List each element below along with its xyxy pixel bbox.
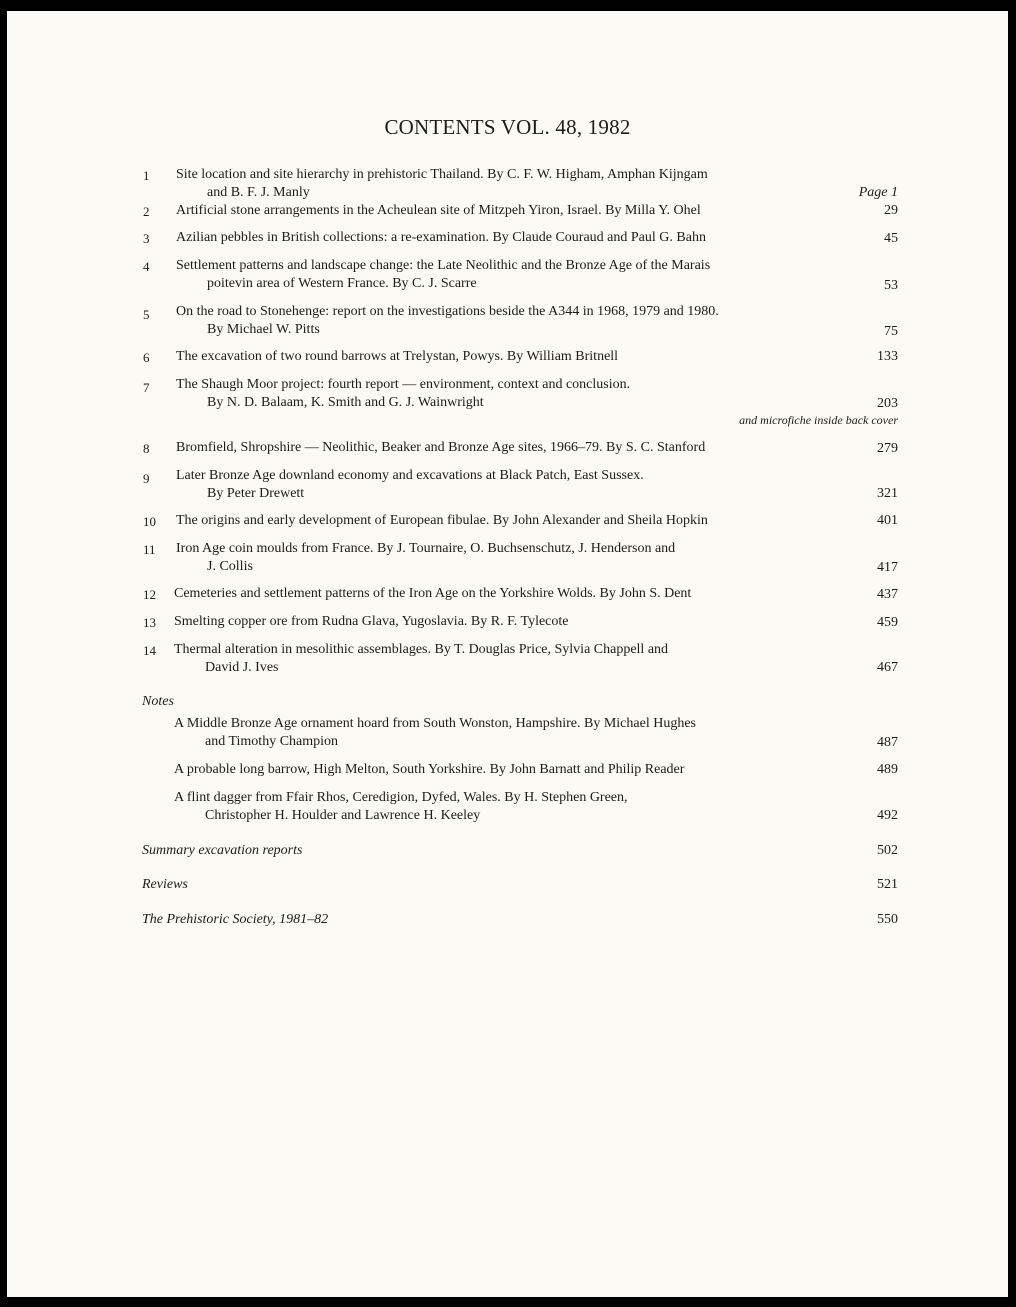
entry-title: The excavation of two round barrows at Trelystan, Powys. By William Britnell	[176, 349, 619, 364]
entry-title-cont: By Peter Drewett	[207, 486, 305, 501]
entry-page: 75	[884, 324, 898, 339]
entry-page: 437	[877, 587, 898, 602]
entry-title: Site location and site hierarchy in prehistoric Thailand. By C. F. W. Higham, Amphan Kijngam	[176, 167, 708, 182]
entry-title: Settlement patterns and landscape change: the Late Neolithic and the Bronze Age of the Marais	[176, 258, 711, 273]
entry-number: 11	[143, 542, 156, 557]
entry-title: Smelting copper ore from Rudna Glava, Yugoslavia. By R. F. Tylecote	[174, 614, 569, 629]
entry-title-cont: poitevin area of Western France. By C. J. Scarre	[207, 276, 477, 291]
note-page: 492	[877, 808, 898, 823]
entry-number: 4	[143, 259, 150, 274]
entry-page: 417	[877, 560, 898, 575]
entry-page: 29	[884, 203, 898, 218]
entry-title-cont: By N. D. Balaam, K. Smith and G. J. Wainwright	[207, 395, 484, 410]
section-label: The Prehistoric Society, 1981–82	[142, 912, 329, 927]
entry-page: 45	[884, 231, 898, 246]
entry-title: Thermal alteration in mesolithic assemblages. By T. Douglas Price, Sylvia Chappell and	[174, 642, 669, 657]
section-page: 550	[877, 912, 898, 927]
entry-number: 14	[143, 643, 156, 658]
entry-title-cont: David J. Ives	[205, 660, 279, 675]
entry-page: Page 1	[858, 185, 898, 200]
entry-title: Iron Age coin moulds from France. By J. Tournaire, O. Buchsenschutz, J. Henderson and	[176, 541, 676, 556]
entry-title: Artificial stone arrangements in the Acheulean site of Mitzpeh Yiron, Israel. By Milla Y. Ohel	[176, 203, 701, 218]
note-title-cont: Christopher H. Houlder and Lawrence H. Keeley	[205, 808, 481, 823]
note-title: A flint dagger from Ffair Rhos, Ceredigion, Dyfed, Wales. By H. Stephen Green,	[174, 790, 628, 805]
note-page: 487	[877, 735, 898, 750]
entry-title: Bromfield, Shropshire — Neolithic, Beaker and Bronze Age sites, 1966–79. By S. C. Stanford	[176, 440, 706, 455]
entry-page: 459	[877, 615, 898, 630]
entry-page: 279	[877, 441, 898, 456]
entry-number: 8	[143, 441, 150, 456]
entry-title: On the road to Stonehenge: report on the investigations beside the A344 in 1968, 1979 and 1980.	[176, 304, 719, 319]
note-title: A Middle Bronze Age ornament hoard from South Wonston, Hampshire. By Michael Hughes	[174, 716, 696, 731]
section-label: Reviews	[142, 877, 188, 892]
section-label: Summary excavation reports	[142, 843, 303, 858]
entry-page: 133	[877, 349, 898, 364]
entry-page: 53	[884, 278, 898, 293]
entry-page: 401	[877, 513, 898, 528]
section-page: 502	[877, 843, 898, 858]
note-page: 489	[877, 762, 898, 777]
contents-title: CONTENTS VOL. 48, 1982	[384, 115, 631, 139]
entry-title: The Shaugh Moor project: fourth report — environment, context and conclusion.	[176, 377, 631, 392]
document-page	[7, 11, 1008, 1297]
entry-number: 2	[143, 204, 150, 219]
entry-title-cont: and B. F. J. Manly	[207, 185, 310, 200]
entry-number: 12	[143, 587, 156, 602]
entry-number: 3	[143, 231, 150, 246]
entry-page: 203	[877, 396, 898, 411]
entry-title: The origins and early development of European fibulae. By John Alexander and Sheila Hopkin	[176, 513, 708, 528]
entry-number: 7	[143, 380, 150, 395]
entry-number: 6	[143, 350, 150, 365]
note-title-cont: and Timothy Champion	[205, 734, 339, 749]
entry-number: 13	[143, 615, 156, 630]
entry-number: 10	[143, 514, 156, 529]
entry-title: Cemeteries and settlement patterns of the Iron Age on the Yorkshire Wolds. By John S. Dent	[174, 586, 692, 601]
entry-note: and microfiche inside back cover	[739, 413, 898, 427]
entry-title-cont: By Michael W. Pitts	[207, 322, 320, 337]
entry-number: 1	[143, 168, 150, 183]
entry-page: 467	[877, 660, 898, 675]
entry-page: 321	[877, 486, 898, 501]
entry-title: Later Bronze Age downland economy and excavations at Black Patch, East Sussex.	[176, 468, 644, 483]
entry-title-cont: J. Collis	[207, 559, 253, 574]
section-page: 521	[877, 877, 898, 892]
notes-heading: Notes	[142, 694, 174, 709]
entry-number: 9	[143, 471, 150, 486]
entry-title: Azilian pebbles in British collections: a re-examination. By Claude Couraud and Paul G. Bahn	[176, 230, 706, 245]
entry-number: 5	[143, 307, 150, 322]
note-title: A probable long barrow, High Melton, South Yorkshire. By John Barnatt and Philip Reader	[174, 762, 685, 777]
